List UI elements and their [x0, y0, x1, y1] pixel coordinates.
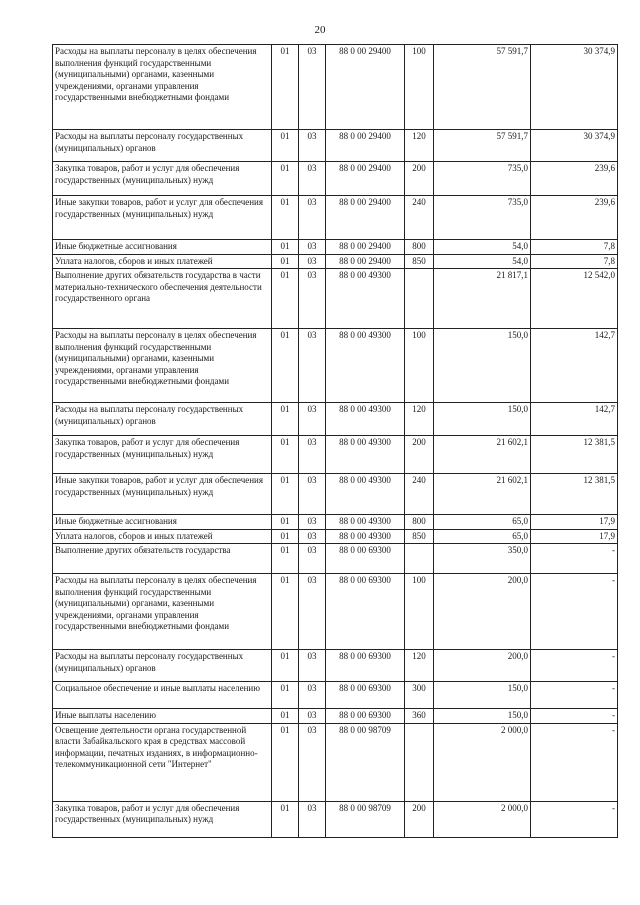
row-subsection: 03: [299, 723, 326, 801]
row-section: 01: [272, 269, 299, 329]
row-amount-1: 735,0: [434, 162, 531, 196]
table-row: [53, 254, 618, 269]
table-row: [53, 544, 618, 574]
row-amount-1: 65,0: [434, 529, 531, 544]
row-subsection: 03: [299, 240, 326, 255]
row-section: 01: [272, 544, 299, 574]
row-section: 01: [272, 801, 299, 837]
row-name: Иные закупки товаров, работ и услуг для обеспечения государственных (муниципальных) нужд: [53, 196, 272, 240]
row-amount-2: 30 374,9: [531, 130, 618, 162]
table-row: [53, 682, 618, 709]
row-section: 01: [272, 682, 299, 709]
row-name: Расходы на выплаты персоналу государственных (муниципальных) органов: [53, 130, 272, 162]
row-type: 240: [405, 474, 434, 515]
row-name: Закупка товаров, работ и услуг для обеспечения государственных (муниципальных) нужд: [53, 801, 272, 837]
row-section: 01: [272, 254, 299, 269]
row-name: Расходы на выплаты персоналу государственных (муниципальных) органов: [53, 403, 272, 436]
row-target: 88 0 00 29400: [326, 240, 405, 255]
row-amount-1: 350,0: [434, 544, 531, 574]
row-amount-2: 142,7: [531, 329, 618, 403]
row-subsection: 03: [299, 682, 326, 709]
row-subsection: 03: [299, 709, 326, 724]
row-amount-1: 54,0: [434, 254, 531, 269]
row-amount-1: 54,0: [434, 240, 531, 255]
row-target: 88 0 00 98709: [326, 723, 405, 801]
row-section: 01: [272, 196, 299, 240]
row-type: 100: [405, 45, 434, 130]
row-amount-1: 150,0: [434, 329, 531, 403]
row-section: 01: [272, 162, 299, 196]
row-type: 120: [405, 130, 434, 162]
table-row: [53, 529, 618, 544]
table-row: [53, 474, 618, 515]
row-subsection: 03: [299, 269, 326, 329]
row-amount-2: 7,8: [531, 254, 618, 269]
row-name: Освещение деятельности органа государственной власти Забайкальского края в средствах массовой информации, печатных изданиях, в информационно-телекоммуникационной сети "Интернет": [53, 723, 272, 801]
row-type: 100: [405, 329, 434, 403]
row-amount-2: -: [531, 723, 618, 801]
row-amount-2: -: [531, 574, 618, 650]
table-row: [53, 801, 618, 837]
row-amount-2: 239,6: [531, 196, 618, 240]
row-amount-1: 735,0: [434, 196, 531, 240]
row-name: Социальное обеспечение и иные выплаты населению: [53, 682, 272, 709]
row-type: 200: [405, 801, 434, 837]
row-name: Расходы на выплаты персоналу в целях обеспечения выполнения функций государственными (муниципальными) органами, казенными учреждениями, органами управления государственными внебюджетными фондами: [53, 45, 272, 130]
row-section: 01: [272, 403, 299, 436]
row-amount-1: 150,0: [434, 709, 531, 724]
row-amount-1: 21 602,1: [434, 474, 531, 515]
row-amount-2: 7,8: [531, 240, 618, 255]
row-section: 01: [272, 45, 299, 130]
row-target: 88 0 00 49300: [326, 515, 405, 530]
row-section: 01: [272, 650, 299, 682]
row-target: 88 0 00 69300: [326, 650, 405, 682]
row-amount-1: 21 817,1: [434, 269, 531, 329]
row-amount-2: 239,6: [531, 162, 618, 196]
row-subsection: 03: [299, 45, 326, 130]
row-type: 240: [405, 196, 434, 240]
row-amount-1: 200,0: [434, 574, 531, 650]
table-row: [53, 130, 618, 162]
row-amount-2: -: [531, 544, 618, 574]
row-target: 88 0 00 49300: [326, 269, 405, 329]
row-name: Иные выплаты населению: [53, 709, 272, 724]
row-section: 01: [272, 130, 299, 162]
row-name: Иные бюджетные ассигнования: [53, 515, 272, 530]
row-amount-2: -: [531, 650, 618, 682]
row-target: 88 0 00 29400: [326, 45, 405, 130]
row-name: Уплата налогов, сборов и иных платежей: [53, 254, 272, 269]
row-subsection: 03: [299, 474, 326, 515]
table-row: [53, 723, 618, 801]
row-amount-1: 21 602,1: [434, 436, 531, 474]
row-subsection: 03: [299, 529, 326, 544]
table-row: [53, 709, 618, 724]
row-target: 88 0 00 98709: [326, 801, 405, 837]
row-section: 01: [272, 329, 299, 403]
row-subsection: 03: [299, 801, 326, 837]
row-type: 120: [405, 650, 434, 682]
row-section: 01: [272, 709, 299, 724]
row-amount-1: 150,0: [434, 403, 531, 436]
table-row: [53, 240, 618, 255]
row-type: 200: [405, 162, 434, 196]
row-target: 88 0 00 49300: [326, 436, 405, 474]
row-subsection: 03: [299, 574, 326, 650]
table-row: [53, 515, 618, 530]
table-row: [53, 403, 618, 436]
table-row: [53, 574, 618, 650]
row-type: [405, 723, 434, 801]
row-subsection: 03: [299, 403, 326, 436]
table-row: [53, 269, 618, 329]
row-amount-1: 150,0: [434, 682, 531, 709]
row-name: Расходы на выплаты персоналу государственных (муниципальных) органов: [53, 650, 272, 682]
row-subsection: 03: [299, 162, 326, 196]
row-subsection: 03: [299, 196, 326, 240]
row-section: 01: [272, 515, 299, 530]
row-amount-2: -: [531, 801, 618, 837]
table-row: [53, 45, 618, 130]
row-subsection: 03: [299, 329, 326, 403]
row-name: Выполнение других обязательств государства в части материально-технического обеспечения деятельности государственного органа: [53, 269, 272, 329]
row-amount-2: -: [531, 709, 618, 724]
row-subsection: 03: [299, 544, 326, 574]
row-type: 800: [405, 240, 434, 255]
row-type: 200: [405, 436, 434, 474]
row-section: 01: [272, 574, 299, 650]
row-subsection: 03: [299, 650, 326, 682]
row-amount-2: -: [531, 682, 618, 709]
row-amount-1: 2 000,0: [434, 723, 531, 801]
row-target: 88 0 00 69300: [326, 682, 405, 709]
row-section: 01: [272, 529, 299, 544]
page-number: 20: [314, 24, 326, 36]
row-amount-2: 12 381,5: [531, 474, 618, 515]
row-type: 120: [405, 403, 434, 436]
row-amount-2: 17,9: [531, 515, 618, 530]
row-target: 88 0 00 29400: [326, 162, 405, 196]
row-type: [405, 269, 434, 329]
budget-table: [52, 44, 618, 838]
row-section: 01: [272, 240, 299, 255]
row-amount-2: 17,9: [531, 529, 618, 544]
row-subsection: 03: [299, 515, 326, 530]
row-section: 01: [272, 723, 299, 801]
row-name: Уплата налогов, сборов и иных платежей: [53, 529, 272, 544]
row-amount-1: 200,0: [434, 650, 531, 682]
row-amount-1: 65,0: [434, 515, 531, 530]
row-target: 88 0 00 69300: [326, 709, 405, 724]
row-target: 88 0 00 49300: [326, 329, 405, 403]
row-type: 100: [405, 574, 434, 650]
row-target: 88 0 00 49300: [326, 403, 405, 436]
row-subsection: 03: [299, 130, 326, 162]
row-type: [405, 544, 434, 574]
row-section: 01: [272, 436, 299, 474]
row-type: 850: [405, 529, 434, 544]
row-subsection: 03: [299, 436, 326, 474]
table-row: [53, 650, 618, 682]
table-row: [53, 436, 618, 474]
row-type: 360: [405, 709, 434, 724]
row-amount-2: 12 381,5: [531, 436, 618, 474]
row-amount-1: 57 591,7: [434, 45, 531, 130]
table-row: [53, 329, 618, 403]
row-name: Расходы на выплаты персоналу в целях обеспечения выполнения функций государственными (муниципальными) органами, казенными учреждениями, органами управления государственными внебюджетными фондами: [53, 574, 272, 650]
row-target: 88 0 00 49300: [326, 529, 405, 544]
row-target: 88 0 00 29400: [326, 196, 405, 240]
row-amount-2: 142,7: [531, 403, 618, 436]
row-target: 88 0 00 49300: [326, 474, 405, 515]
row-subsection: 03: [299, 254, 326, 269]
row-amount-1: 2 000,0: [434, 801, 531, 837]
row-amount-2: 30 374,9: [531, 45, 618, 130]
row-name: Иные бюджетные ассигнования: [53, 240, 272, 255]
table-row: [53, 196, 618, 240]
row-section: 01: [272, 474, 299, 515]
table-row: [53, 162, 618, 196]
row-name: Иные закупки товаров, работ и услуг для обеспечения государственных (муниципальных) нужд: [53, 474, 272, 515]
row-type: 800: [405, 515, 434, 530]
row-type: 850: [405, 254, 434, 269]
row-target: 88 0 00 29400: [326, 130, 405, 162]
row-type: 300: [405, 682, 434, 709]
row-target: 88 0 00 29400: [326, 254, 405, 269]
row-target: 88 0 00 69300: [326, 544, 405, 574]
row-name: Закупка товаров, работ и услуг для обеспечения государственных (муниципальных) нужд: [53, 436, 272, 474]
row-amount-1: 57 591,7: [434, 130, 531, 162]
row-target: 88 0 00 69300: [326, 574, 405, 650]
row-name: Расходы на выплаты персоналу в целях обеспечения выполнения функций государственными (муниципальными) органами, казенными учреждениями, органами управления государственными внебюджетными фондами: [53, 329, 272, 403]
row-name: Выполнение других обязательств государства: [53, 544, 272, 574]
row-amount-2: 12 542,0: [531, 269, 618, 329]
row-name: Закупка товаров, работ и услуг для обеспечения государственных (муниципальных) нужд: [53, 162, 272, 196]
